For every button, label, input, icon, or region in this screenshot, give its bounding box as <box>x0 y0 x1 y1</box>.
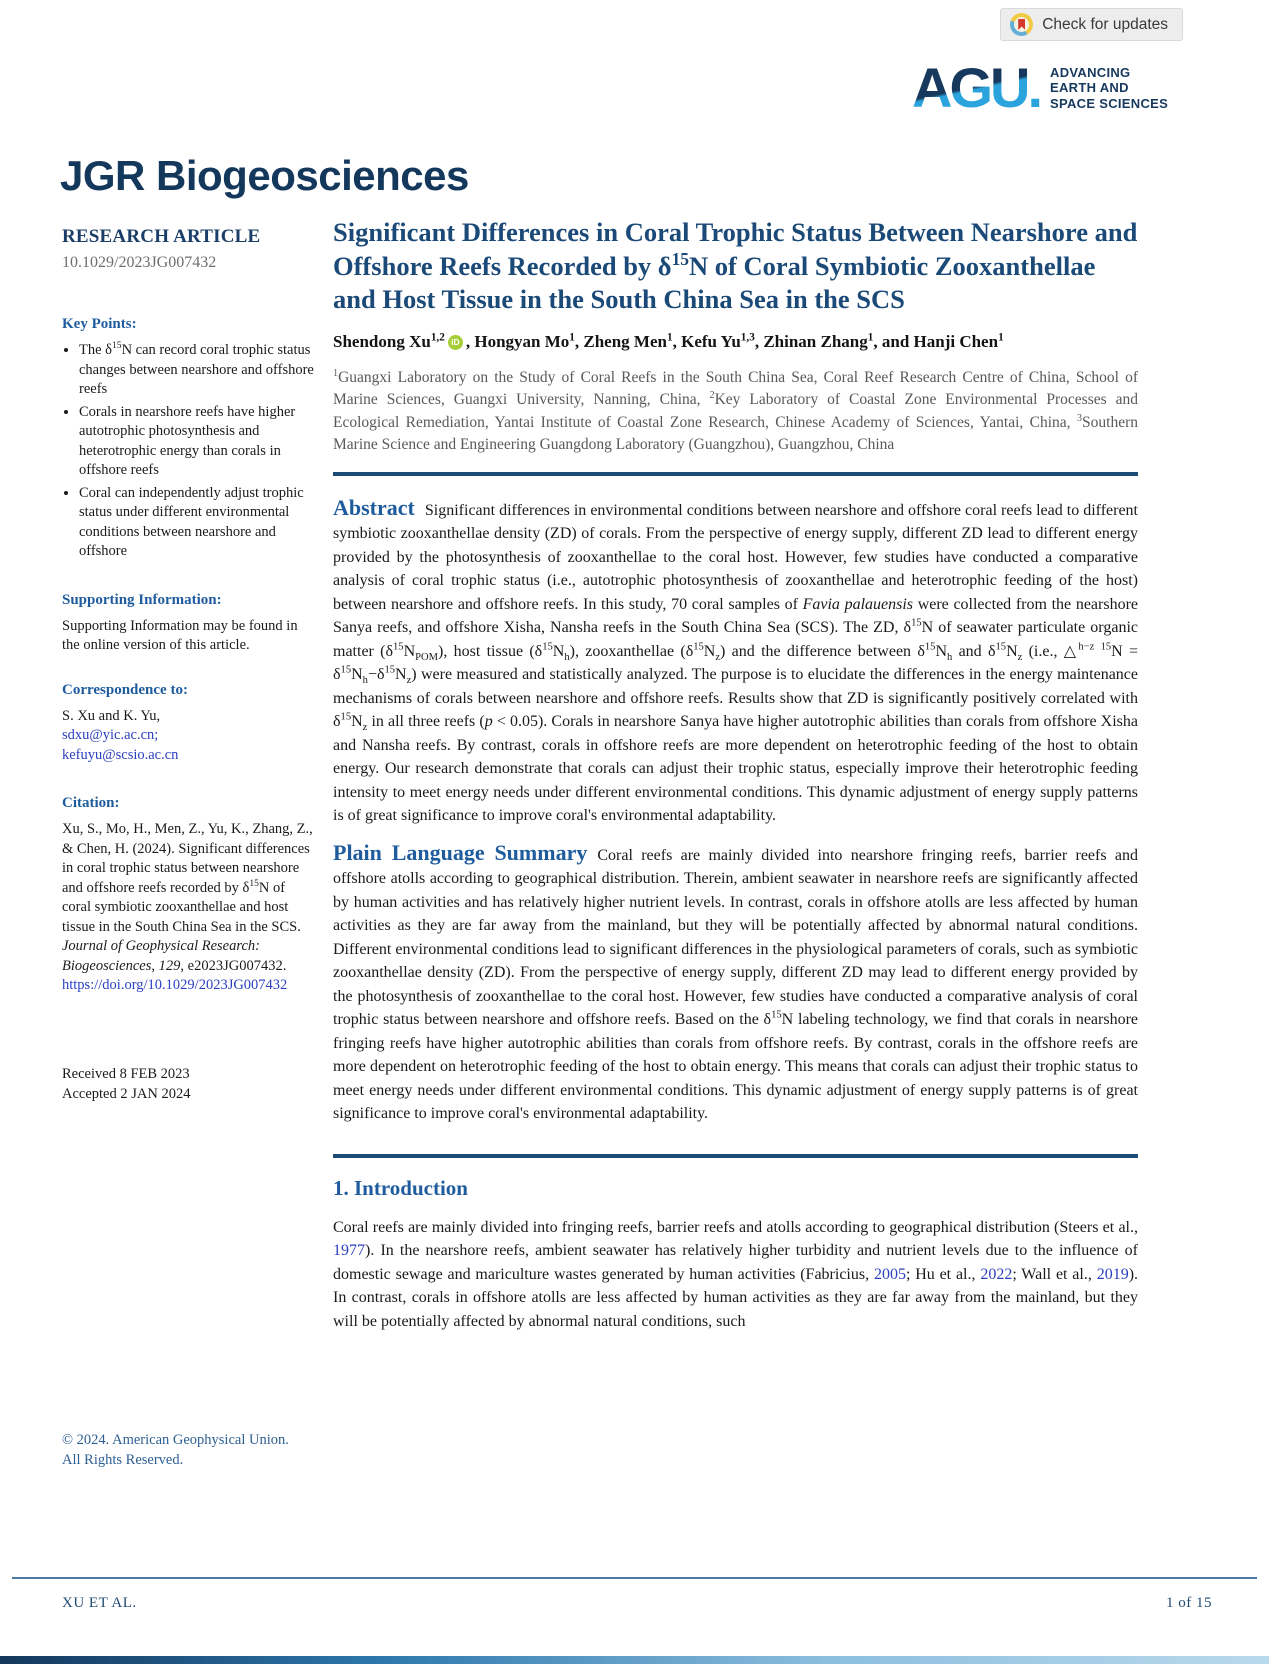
key-points-list <box>62 341 314 562</box>
agu-logo <box>912 56 1169 119</box>
sidebar <box>62 226 314 1104</box>
article-title: Significant Differences in Coral Trophic Status Between Nearshore and Offshore Reefs Recorded by $\delta^{15}N$ of Coral Symbiotic Zooxanthellae and Host Tissue in the South China Sea in the SCS <box>333 217 1138 314</box>
agu-tagline-line: ADVANCING <box>1050 64 1131 80</box>
copyright-line: All Rights Reserved. <box>62 1452 184 1468</box>
author-list <box>333 332 1138 352</box>
agu-tagline-line: SPACE SCIENCES <box>1050 95 1169 111</box>
article-history <box>62 1064 314 1104</box>
copyright-notice <box>62 1430 342 1470</box>
article-doi: 10.1029/2023JG007432 <box>62 254 217 271</box>
author-names: , Hongyan Mo$^1$, Zheng Men$^1$, Kefu Yu$^{1,3}$, Zhinan Zhang$^1$, and Hanji Chen$^1$ <box>465 330 1004 351</box>
plain-language-summary-heading: Plain Language Summary <box>333 839 588 865</box>
author-name: Shendong Xu$^{1,2}$ <box>333 330 445 351</box>
key-points-heading: Key Points: <box>62 316 137 332</box>
article-type-label: RESEARCH ARTICLE <box>62 226 261 247</box>
supporting-information-text: Supporting Information may be found in the online version of this article. <box>62 617 298 653</box>
orcid-icon[interactable]: iD <box>448 335 463 350</box>
main-column <box>333 216 1138 1346</box>
email-link[interactable]: kefuyu@scsio.ac.cn <box>62 746 179 763</box>
section-divider <box>333 1154 1138 1158</box>
correspondence-names: S. Xu and K. Yu, <box>62 707 161 724</box>
page-footer <box>62 1595 1212 1612</box>
plain-language-summary-text: Coral reefs are mainly divided into nearshore fringing reefs, barrier reefs and offshore atolls according to geographical distribution. Therein, ambient seawater in nearshore reefs are significantly affected by human activities and has relatively higher nutrient levels. In contrast, corals in offshore atolls are less affected by human activities as they are far away from the mainland, but they will be potentially affected by abnormal natural conditions. Different environmental conditions lead to significant differences in the physiological parameters of corals, such as symbiotic zooxanthellae density (ZD). From the perspective of energy supply, different ZD may lead to different energy provided by the photosynthesis of zooxanthellae to the coral host. However, few studies have conducted a comparative analysis of coral trophic status between nearshore and offshore reefs. Based on the $\delta^{15}N$ labeling technology, we find that corals in nearshore fringing reefs have higher autotrophic abilities than corals from offshore reefs. By contrast, corals in the offshore reefs are more dependent on heterotrophic feeding of the host to obtain energy. This means that corals can adjust their trophic status to meet energy needs under different environmental conditions. This dynamic adjustment of energy supply patterns is of great significance to improve coral's environmental adaptability. <box>333 846 1139 1122</box>
citation-doi-link[interactable]: https://doi.org/10.1029/2023JG007432 <box>62 977 288 993</box>
introduction-heading: 1. Introduction <box>333 1175 468 1200</box>
introduction-paragraph: Coral reefs are mainly divided into fringing reefs, barrier reefs and atolls according to geographical distribution (Steers et al., 1977). In the nearshore reefs, ambient seawater has relatively higher turbidity and nutrient levels due to the influence of domestic sewage and mariculture wastes generated by human activities (Fabricius, 2005; Hu et al., 2022; Wall et al., 2019). In contrast, corals in offshore atolls are less affected by human activities as they are far away from the mainland, but they will be potentially affected by abnormal natural conditions, such <box>333 1218 1139 1330</box>
abstract-paragraph <box>333 496 1138 828</box>
correspondence-heading: Correspondence to: <box>62 681 188 698</box>
key-point-item: • Corals in nearshore reefs have higher autotrophic photosynthesis and heterotrophic energy than corals in offshore reefs <box>79 403 314 481</box>
correspondence-emails <box>62 726 314 765</box>
agu-logo-letters: AGU. <box>912 56 1040 119</box>
abstract-heading: Abstract <box>333 494 415 520</box>
supporting-information-heading: Supporting Information: <box>62 591 222 608</box>
check-for-updates-label: Check for updates <box>1042 15 1168 33</box>
agu-tagline <box>1050 65 1168 112</box>
affiliations: $^1$Guangxi Laboratory on the Study of Coral Reefs in the South China Sea, Coral Reef Research Centre of China, School of Marine Sciences, Guangxi University, Nanning, China, $^2$Key Laboratory of Coastal Zone Environmental Processes and Ecological Remediation, Yantai Institute of Coastal Zone Research, Chinese Academy of Sciences, Yantai, China, $^3$Southern Marine Science and Engineering Guangdong Laboratory (Guangzhou), Guangzhou, China <box>333 367 1138 453</box>
journal-name: JGR Biogeosciences <box>60 152 469 199</box>
received-date: Received 8 FEB 2023 <box>62 1065 190 1082</box>
copyright-line: © 2024. American Geophysical Union. <box>62 1432 289 1448</box>
email-link[interactable]: sdxu@yic.ac.cn; <box>62 727 159 743</box>
plain-language-summary-paragraph <box>333 841 1138 1126</box>
citation-text <box>62 820 314 996</box>
accepted-date: Accepted 2 JAN 2024 <box>62 1085 191 1102</box>
abstract-text: Significant differences in environmental conditions between nearshore and offshore coral reefs lead to different symbiotic zooxanthellae density (ZD) of corals. From the perspective of energy supply, different ZD lead to different energy provided by the photosynthesis of zooxanthellae to the coral host. However, few studies have conducted a comparative analysis of coral trophic status (i.e., autotrophic photosynthesis of zooxanthellae and heterotrophic feeding of the host) between nearshore and offshore reefs. In this study, 70 coral samples of Favia palauensis were collected from the nearshore Sanya reefs, and offshore Xisha, Nansha reefs in the South China Sea (SCS). The ZD, $\delta^{15}N$ of seawater particulate organic matter $(\delta^{15}N_{POM})$, host tissue $(\delta^{15}N_h)$, zooxanthellae $(\delta^{15}N_z)$ and the difference between $\delta^{15}N_h$ and $\delta^{15}N_z$ (i.e., △$^{h-z}$ $^{15}N = \delta^{15}N_h-\delta^{15}N_z$) were measured and statistically analyzed. The purpose is to elucidate the differences in the energy maintenance mechanisms of corals between nearshore and offshore reefs. Results show that ZD is significantly positively correlated with $\delta^{15}N_z$ in all three reefs (p < 0.05). Corals in nearshore Sanya have higher autotrophic abilities than corals from offshore Xisha and Nansha reefs. By contrast, corals in offshore reefs are more dependent on heterotrophic feeding of the host to obtain energy. Our research demonstrate that corals can adjust their trophic status, especially improve their heterotrophic feeding intensity to meet energy needs under different environmental conditions. This dynamic adjustment of energy supply patterns is of great significance to improve coral's environmental adaptability. <box>333 501 1139 824</box>
section-divider <box>333 472 1138 476</box>
bottom-brand-bar <box>0 1656 1269 1664</box>
check-for-updates-button[interactable] <box>1000 8 1183 41</box>
citation-body: Xu, S., Mo, H., Men, Z., Yu, K., Zhang, Z., & Chen, H. (2024). Significant differences in coral trophic status between nearshore and offshore reefs recorded by $\delta^{15}N$ of coral symbiotic zooxanthellae and host tissue in the South China Sea in the SCS. Journal of Geophysical Research: Biogeosciences, 129, e2023JG007432. <box>62 821 313 974</box>
footer-divider <box>12 1577 1257 1579</box>
crossmark-icon <box>1010 13 1033 36</box>
running-head-authors: XU ET AL. <box>62 1595 137 1611</box>
key-point-item: • The $\delta^{15}N$ can record coral trophic status changes between nearshore and offshore reefs <box>79 341 314 400</box>
key-point-item: • Coral can independently adjust trophic status under different environmental conditions between nearshore and offshore <box>79 484 314 562</box>
agu-tagline-line: EARTH AND <box>1050 80 1129 96</box>
page-number: 1 of 15 <box>1166 1595 1212 1611</box>
citation-heading: Citation: <box>62 795 120 811</box>
